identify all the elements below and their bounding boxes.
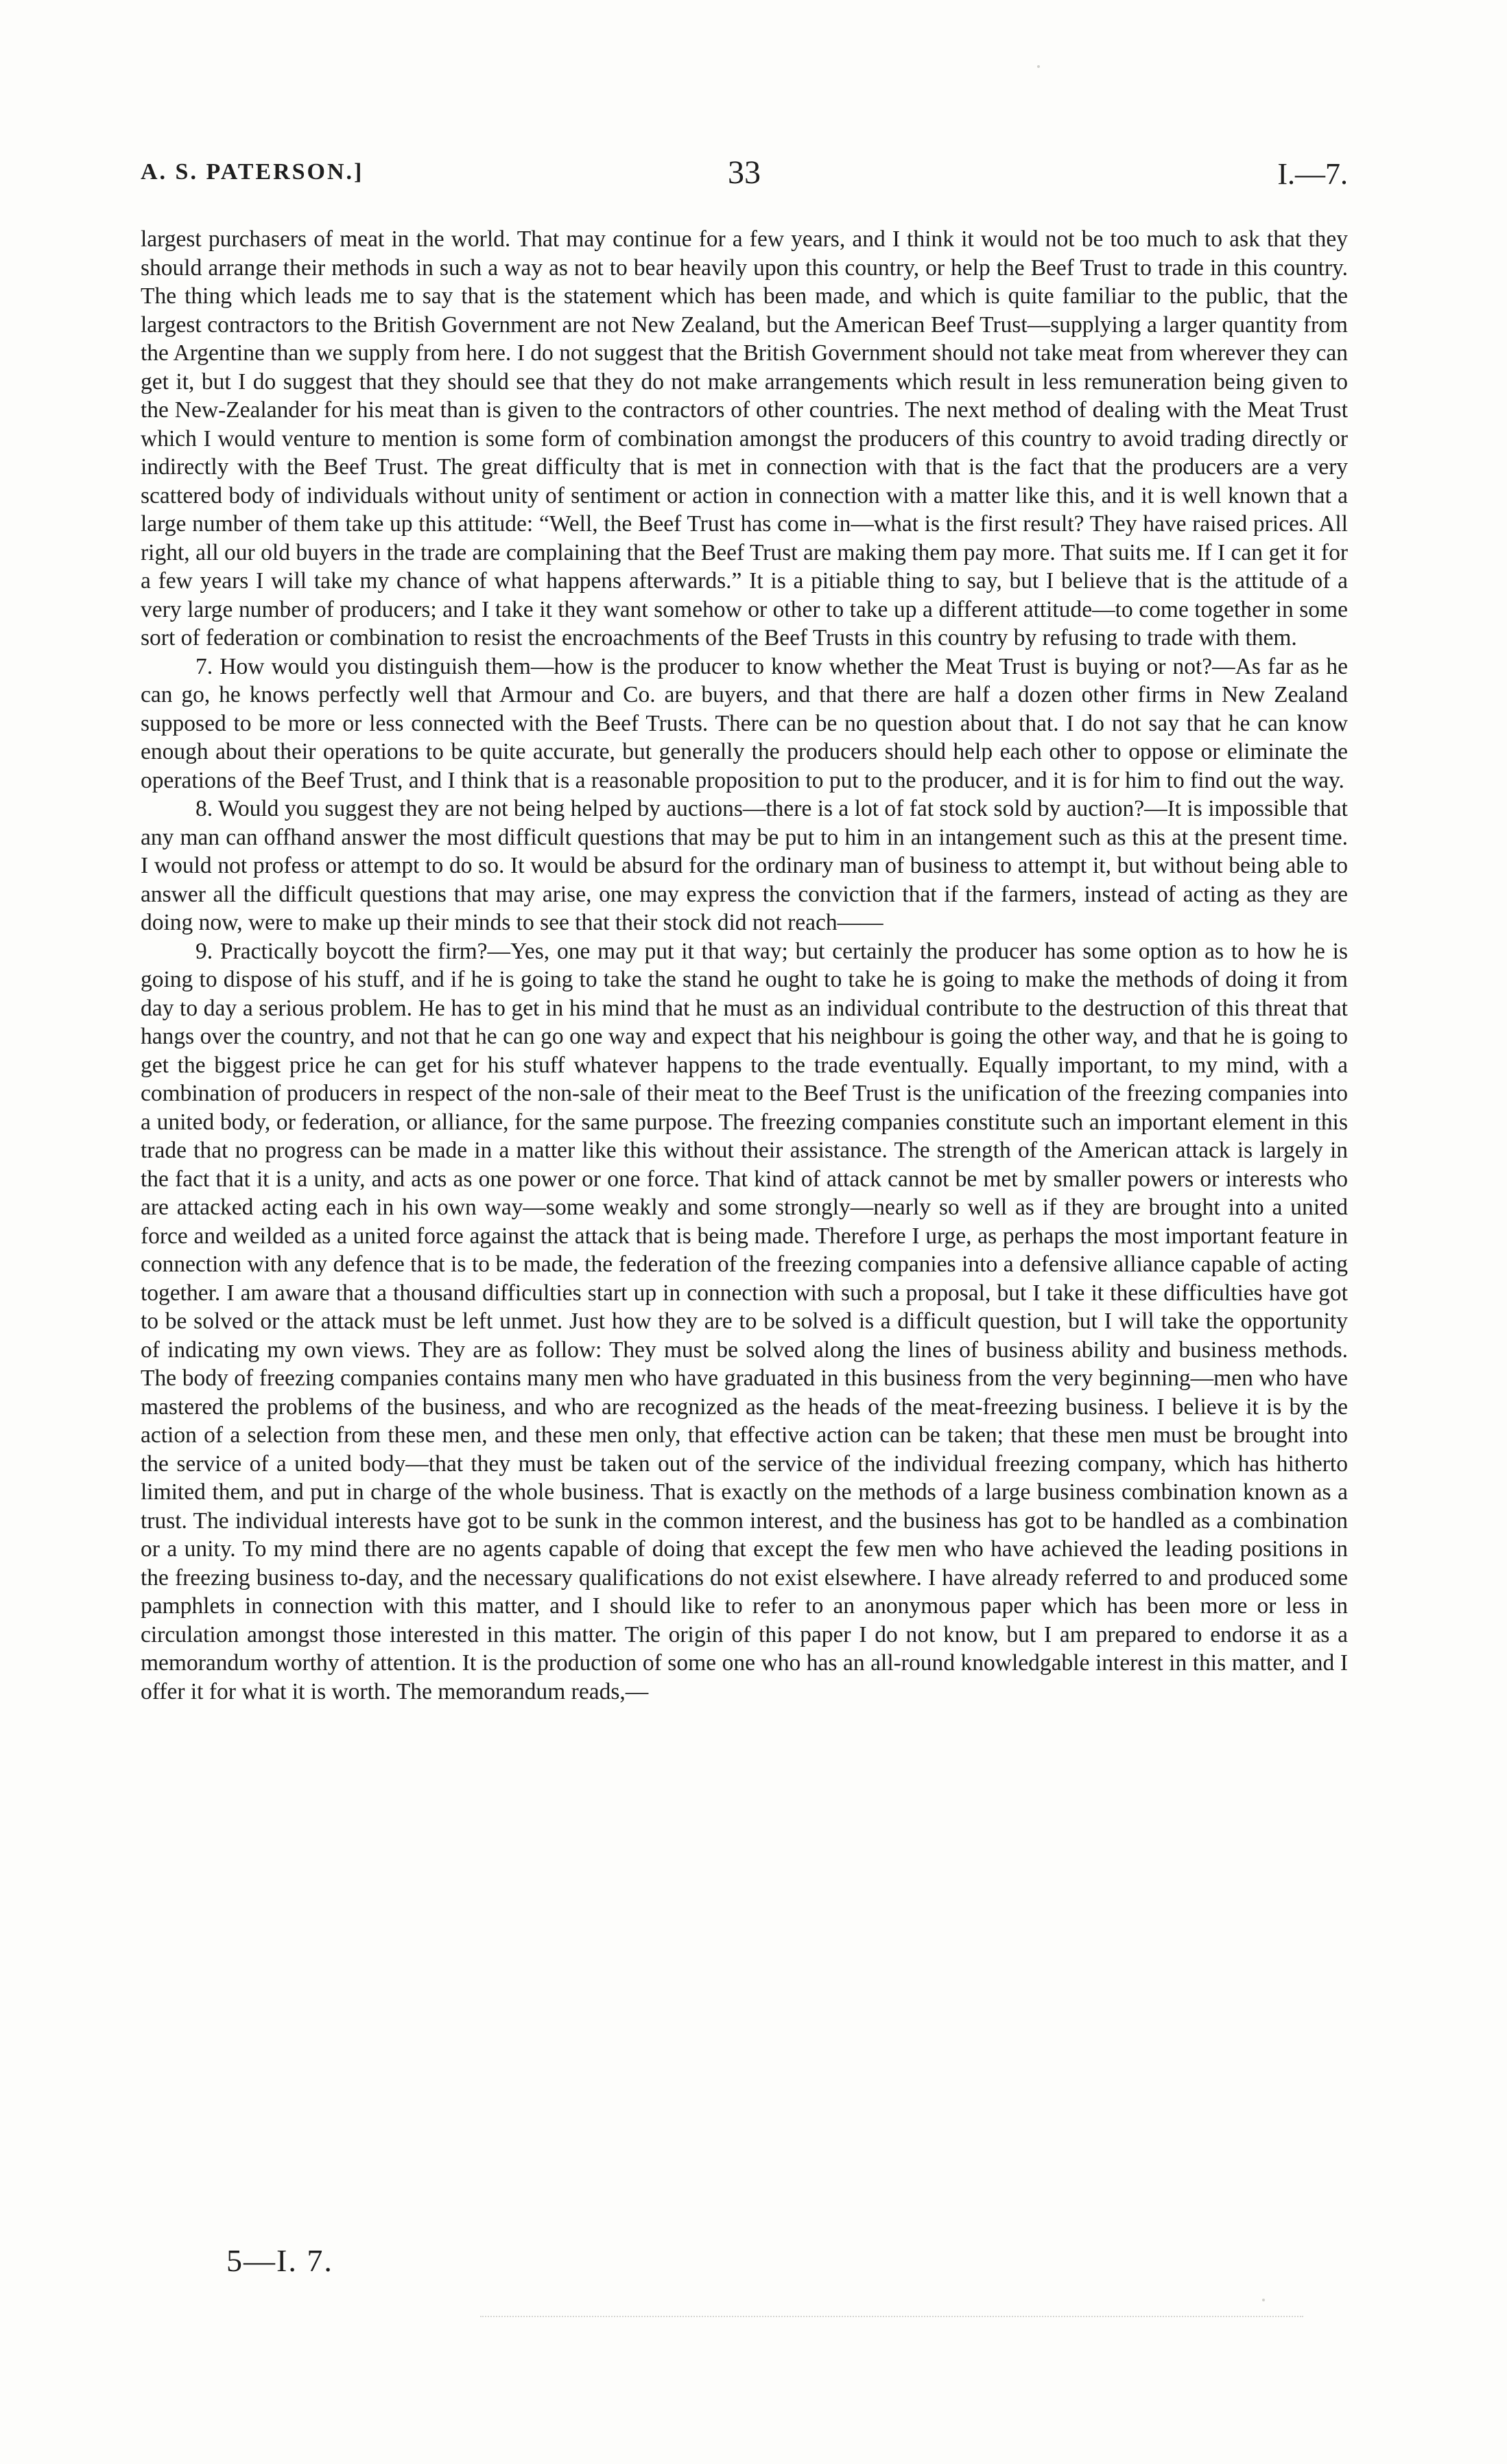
running-head-author: A. S. PATERSON.] <box>141 159 364 185</box>
paragraph-question-7: 7. How would you distinguish them—how is the producer to know whether the Meat Trust is buying or not?—As far as he can go, he knows perfectly well that Armour and Co. are buyers, and that there are half a dozen other firms in New Zealand supposed to be more or less connected with the Beef Trusts. There can be no question about that. I do not say that he can know enough about their operations to be quite accurate, but generally the producers should help each other to oppose or eliminate the operations of the Beef Trust, and I think that is a reasonable proposition to put to the producer, and it is for him to find out the way. <box>141 653 1348 793</box>
scan-speck <box>1262 2299 1265 2301</box>
paragraph-question-9: 9. Practically boycott the firm?—Yes, one may put it that way; but certainly the producer has some option as to how he is going to dispose of his stuff, and if he is going to take the stand he ought to take he is going to make the methods of doing it from day to day a serious problem. He has to get in his mind that he must as an individual contribute to the destruction of this threat that hangs over the country, and not that he can go one way and expect that his neighbour is going the other way, and that he is going to get the biggest price he can get for his stuff whatever happens to the trade eventually. Equally important, to my mind, with a combination of producers in respect of the non-sale of their meat to the Beef Trust is the unification of the freezing companies into a united body, or federation, or alliance, for the same purpose. The freezing companies constitute such an important element in this trade that no progress can be made in a matter like this without their assistance. The strength of the American attack is largely in the fact that it is a unity, and acts as one power or one force. That kind of attack cannot be met by smaller powers or interests who are attacked acting each in his own way—some weakly and some strongly—nearly so well as if they are brought into a united force and weilded as a united force against the attack that is being made. Therefore I urge, as perhaps the most important feature in connection with any defence that is to be made, the federation of the freezing companies into a defensive alliance capable of acting together. I am aware that a thousand difficulties start up in connection with such a proposal, but I take it these difficulties have got to be solved or the attack must be left unmet. Just how they are to be solved is a difficult question, but I will take the opportunity of indicating my own views. They are as follow: They must be solved along the lines of business ability and business methods. The body of freezing companies contains many men who have graduated in this business from the very beginning—men who have mastered the problems of the business, and who are recognized as the heads of the meat-freezing business. I believe it is by the action of a selection from these men, and these men only, that effective action can be taken; that these men must be brought into the service of a united body—that they must be taken out of the service of the individual freezing company, which has hitherto limited them, and put in charge of the whole business. That is exactly on the methods of a large business combination known as a trust. The individual interests have got to be sunk in the common interest, and the business has got to be handled as a combination or a unity. To my mind there are no agents capable of doing that except the few men who have achieved the leading positions in the freezing business to-day, and the necessary qualifications do not exist elsewhere. I have already referred to and produced some pamphlets in connection with this matter, and I should like to refer to an anonymous paper which has been more or less in circulation amongst those interested in this matter. The origin of this paper I do not know, but I am prepared to endorse it as a memorandum worthy of attention. It is the production of some one who has an all-round knowledgable interest in this matter, and I offer it for what it is worth. The memorandum reads,— <box>141 938 1348 1704</box>
body-text <box>141 225 1348 1706</box>
paragraph-continuation: largest purchasers of meat in the world. That may continue for a few years, and I think it would not be too much to ask that they should arrange their methods in such a way as not to bear heavily upon this country, or help the Beef Trust to trade in this country. The thing which leads me to say that is the statement which has been made, and which is quite familiar to the public, that the largest contractors to the British Government are not New Zealand, but the American Beef Trust—supplying a larger quantity from the Argentine than we supply from here. I do not suggest that the British Government should not take meat from wherever they can get it, but I do suggest that they should see that they do not make arrangements which result in less remuneration being given to the New-Zealander for his meat than is given to the contractors of other countries. The next method of dealing with the Meat Trust which I would venture to mention is some form of combination amongst the producers of this country to avoid trading directly or indirectly with the Beef Trust. The great difficulty that is met in connection with that is the fact that the producers are a very scattered body of individuals without unity of sentiment or action in connection with a matter like this, and it is well known that a large number of them take up this attitude: “Well, the Beef Trust has come in—what is the first result? They have raised prices. All right, all our old buyers in the trade are complaining that the Beef Trust are making them pay more. That suits me. If I can get it for a few years I will take my chance of what happens afterwards.” It is a pitiable thing to say, but I believe that is the attitude of a very large number of producers; and I take it they want somehow or other to take up a different attitude—to come together in some sort of federation or combination to resist the encroachments of the Beef Trusts in this country by refusing to trade with them. <box>141 226 1348 650</box>
page-number: 33 <box>728 154 761 191</box>
printer-signature: 5—I. 7. <box>226 2243 333 2278</box>
scan-speck <box>1037 65 1040 68</box>
page-header <box>141 154 1348 200</box>
scan-artifact-line <box>480 2316 1303 2319</box>
paper-reference: I.—7. <box>1277 157 1348 191</box>
paragraph-question-8: 8. Would you suggest they are not being helped by auctions—there is a lot of fat stock sold by auction?—It is impossible that any man can offhand answer the most difficult questions that may be put to him in an intangement such as this at the present time. I would not profess or attempt to do so. It would be absurd for the ordinary man of business to attempt it, but without being able to answer all the difficult questions that may arise, one may express the conviction that if the farmers, instead of acting as they are doing now, were to make up their minds to see that their stock did not reach—— <box>141 796 1348 935</box>
